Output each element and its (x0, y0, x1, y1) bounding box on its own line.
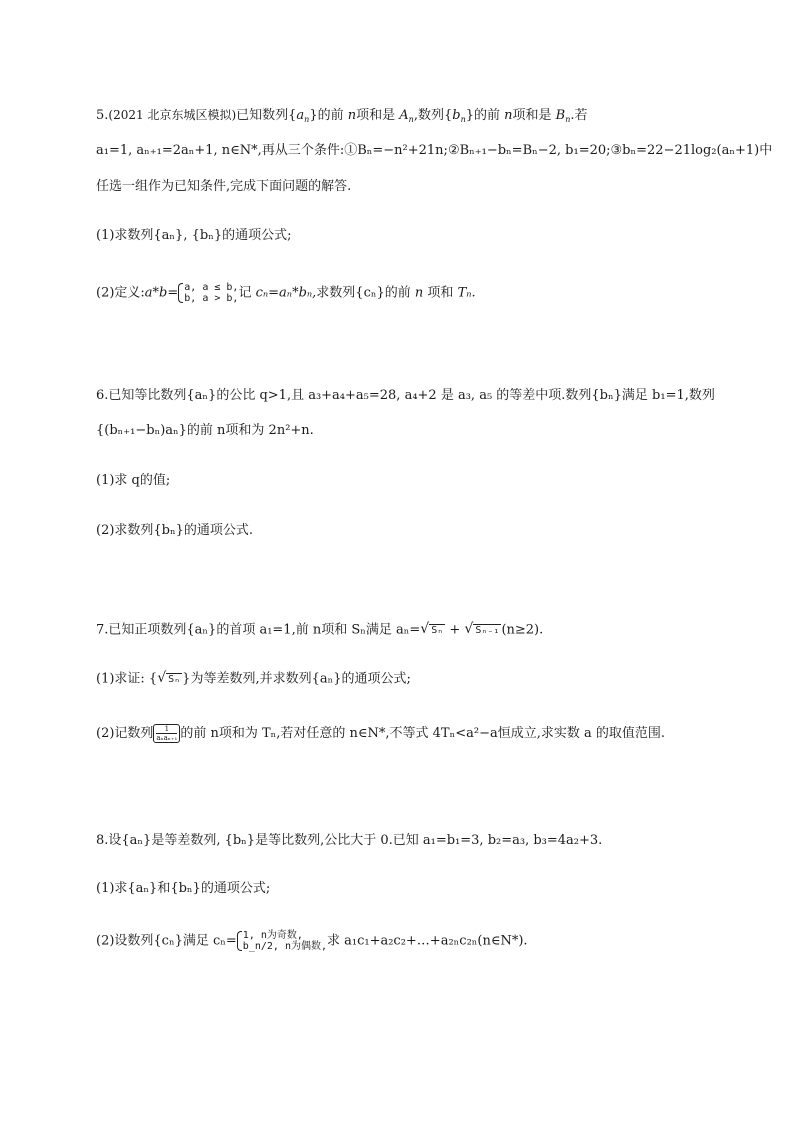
p5-cond1: ①Bₙ=−n²+21n; (344, 143, 448, 158)
p8-piecewise (237, 930, 327, 952)
p5-text: }的前 (309, 108, 344, 123)
p6-line1: 6.已知等比数列{aₙ}的公比 q>1,且 a₃+a₄+a₅=28, a₄+2 是 a₃, a₅ 的等差中项.数列{bₙ}满足 b₁=1,数列 (96, 388, 715, 403)
p7-question2 (96, 724, 665, 743)
p5-cond-intro: 再从三个条件: (261, 143, 345, 158)
p5-source: (2021 北京东城区模拟) (108, 108, 237, 122)
p5-piecewise (178, 282, 238, 304)
p5-question2: (2)定义:a*b= a, a ≤ b, b, a > b, 记 cₙ=aₙ*bₙ,求数列{cₙ}的前 n 项和 Tₙ. (96, 282, 476, 304)
p7-sqrt1-body: Sₙ (431, 625, 444, 636)
p5-q2-tn: Tₙ. (457, 285, 476, 301)
p7-sqrt1: √ Sₙ (420, 621, 444, 637)
p5-q2-def: a*b= (144, 285, 179, 301)
p5-text: ,数列{ (413, 108, 453, 123)
p8-q2-text: (2)设数列{cₙ}满足 cₙ= (96, 933, 237, 949)
p7-sqrt2: √ Sₙ₋₁ (464, 621, 500, 637)
p7-text: 7.已知正项数列{aₙ}的首项 a₁=1,前 n项和 Sₙ满足 aₙ= (96, 622, 421, 638)
p7-frac-den: aₙaₙ₊₁ (156, 734, 178, 742)
p5-q2-text: 项和 (427, 285, 454, 301)
p6-question2: (2)求数列{bₙ}的通项公式. (96, 523, 254, 538)
p8-case1: 1, n为奇数, (242, 930, 303, 941)
p5-q2-text: (2)定义: (96, 285, 145, 301)
p5-q2-text: 记 (238, 285, 252, 301)
p5-number: 5. (96, 108, 109, 123)
p5-cond-tail: 中 (759, 143, 773, 158)
p5-text: .若 (570, 108, 588, 123)
p6-line2: {(bₙ₊₁−bₙ)aₙ}的前 n项和为 2n²+n. (96, 423, 314, 438)
p7-q1-sqrt: √ Sₙ (157, 670, 181, 686)
p5-text: 项和是 (356, 108, 396, 123)
p5-cond3: ③bₙ=22−21log₂(aₙ+1) (610, 143, 760, 158)
p5-question1: (1)求数列{aₙ}, {bₙ}的通项公式; (96, 228, 292, 243)
p5-text: 项和是 (512, 108, 552, 123)
p6-question1: (1)求 q的值; (96, 473, 171, 488)
p5-text: 已知数列{ (236, 108, 297, 123)
p5-line1: 5.(2021 北京东城区模拟)已知数列$\{a_n\}$的前 n项和是 $A_n$,数列$\{b_n\}$的前 n项和是 $B_n$.若 (96, 108, 588, 124)
p8-case2: b_n/2, n为偶数, (242, 941, 327, 952)
p7-question1 (96, 669, 411, 689)
p5-case2: b, a > b, (184, 293, 239, 304)
p8-line1: 8.设{aₙ}是等差数列, {bₙ}是等比数列,公比大于 0.已知 a₁=b₁=3, b₂=a₃, b₃=4a₂+3. (96, 833, 603, 848)
p5-text: }的前 (465, 108, 500, 123)
p7-text: (n≥2). (501, 622, 544, 638)
p5-q2-text: 求数列{cₙ}的前 (316, 285, 411, 301)
p7-q2-text: 的前 n项和为 Tₙ,若对任意的 n∈N*,不等式 4Tₙ<a²−a恒成立,求实数 a 的取值范围. (180, 726, 666, 741)
p5-cond2: ②Bₙ₊₁−bₙ=Bₙ−2, b₁=20; (447, 143, 611, 158)
p7-line1 (96, 620, 543, 640)
p7-q1-sqrt-body: Sₙ (168, 674, 181, 685)
p5-given: a₁=1, aₙ₊₁=2aₙ+1, n∈N*, (96, 143, 262, 158)
p7-q1-text: }为等差数列,并求数列{aₙ}的通项公式; (182, 671, 411, 687)
p5-q2-cn: cₙ=aₙ*bₙ, (255, 285, 317, 301)
p7-sqrt2-body: Sₙ₋₁ (475, 625, 500, 636)
p7-q1-text: (1)求证: { (96, 671, 158, 687)
p7-plus: + (445, 622, 465, 638)
p8-question1: (1)求{aₙ}和{bₙ}的通项公式; (96, 881, 271, 896)
p5-case1: a, a ≤ b, (184, 282, 239, 293)
p7-fraction (153, 724, 180, 743)
p8-question2 (96, 930, 528, 952)
p8-q2-text: 求 a₁c₁+a₂c₂+…+a₂ₙc₂ₙ(n∈N*). (326, 933, 528, 949)
p5-line3: 任选一组作为已知条件,完成下面问题的解答. (96, 179, 352, 194)
p5-line2 (96, 142, 772, 160)
p7-q2-text: (2)记数列 (96, 726, 154, 741)
p7-frac-num: 1 (156, 725, 177, 734)
